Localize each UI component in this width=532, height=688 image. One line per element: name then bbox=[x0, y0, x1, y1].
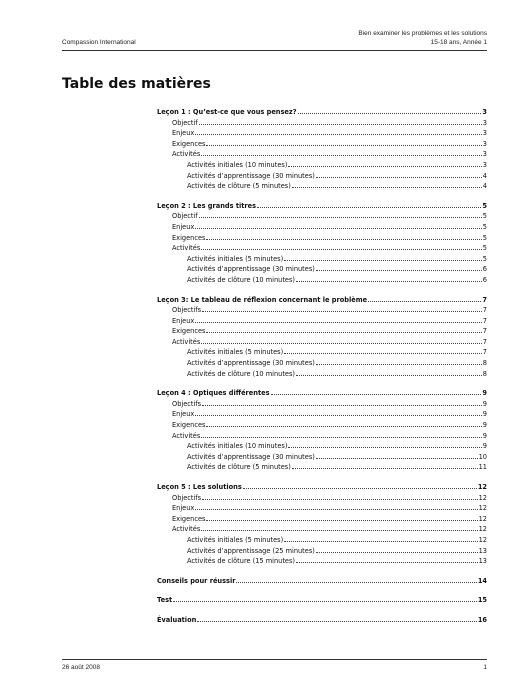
dot-leader bbox=[316, 263, 482, 271]
dot-leader bbox=[298, 106, 482, 114]
toc-entry-page: 12 bbox=[478, 493, 487, 502]
toc-entry-title: Activités d’apprentissage (25 minutes) bbox=[187, 546, 315, 555]
toc-entry-page: 9 bbox=[482, 389, 487, 398]
toc-entry-page: 4 bbox=[482, 171, 487, 180]
toc-subsubentry[interactable] bbox=[157, 368, 487, 379]
toc-entry-page: 7 bbox=[482, 327, 487, 336]
toc-entry-page: 13 bbox=[478, 546, 487, 555]
dot-leader bbox=[201, 242, 482, 250]
toc-entry-page: 3 bbox=[482, 150, 487, 159]
toc-entry-title: Activités d’apprentissage (30 minutes) bbox=[187, 265, 315, 274]
header-audience: 15-18 ans, Année 1 bbox=[430, 39, 487, 46]
dot-leader bbox=[243, 481, 477, 489]
toc-entry-title: Objectifs bbox=[172, 306, 202, 315]
dot-leader bbox=[201, 523, 477, 531]
toc-entry-page: 10 bbox=[478, 452, 487, 461]
toc-entry-title: Enjeux bbox=[172, 410, 195, 419]
toc-entry-title: Activités de clôture (5 minutes) bbox=[187, 463, 291, 472]
toc-entry-title: Objectif bbox=[172, 212, 198, 221]
toc-entry-page: 5 bbox=[482, 212, 487, 221]
toc-section-entry[interactable] bbox=[157, 575, 487, 586]
toc-entry-title: Activités initiales (5 minutes) bbox=[187, 348, 284, 357]
toc-entry-page: 5 bbox=[482, 254, 487, 263]
dot-leader bbox=[284, 253, 482, 261]
dot-leader bbox=[202, 492, 478, 500]
toc-subentry[interactable] bbox=[157, 138, 487, 149]
toc-subsubentry[interactable] bbox=[157, 274, 487, 285]
toc-entry-page: 5 bbox=[482, 201, 487, 210]
toc-subsubentry[interactable] bbox=[157, 461, 487, 472]
footer-date: 26 août 2008 bbox=[62, 664, 100, 671]
toc-entry-title: Objectifs bbox=[172, 399, 202, 408]
toc-subentry[interactable] bbox=[157, 523, 487, 534]
toc-entry-title: Test bbox=[157, 596, 173, 605]
dot-leader bbox=[202, 398, 482, 406]
toc-entry-title: Activités bbox=[172, 244, 201, 253]
toc-entry-page: 7 bbox=[482, 295, 487, 304]
toc-section-entry[interactable] bbox=[157, 387, 487, 398]
toc-entry-title: Activités bbox=[172, 150, 201, 159]
dot-leader bbox=[201, 336, 482, 344]
dot-leader bbox=[288, 159, 481, 167]
dot-leader bbox=[292, 461, 478, 469]
toc-entry-page: 9 bbox=[482, 431, 487, 440]
toc-entry-title: Leçon 4 : Optiques différentes bbox=[157, 389, 270, 398]
dot-leader bbox=[316, 451, 478, 459]
dot-leader bbox=[206, 419, 481, 427]
toc-subsubentry[interactable] bbox=[157, 545, 487, 556]
dot-leader bbox=[197, 614, 477, 622]
toc-subentry[interactable] bbox=[157, 513, 487, 524]
toc-entry-title: Objectif bbox=[172, 118, 198, 127]
toc-subsubentry[interactable] bbox=[157, 555, 487, 566]
toc-subentry[interactable] bbox=[157, 336, 487, 347]
toc-entry-title: Activités bbox=[172, 337, 201, 346]
dot-leader bbox=[292, 180, 482, 188]
toc-entry-title: Activités bbox=[172, 431, 201, 440]
toc-subsubentry[interactable] bbox=[157, 159, 487, 170]
toc-entry-page: 6 bbox=[482, 265, 487, 274]
toc-entry-title: Évaluation bbox=[157, 615, 197, 624]
dot-leader bbox=[316, 545, 478, 553]
toc-section bbox=[157, 614, 487, 625]
toc-entry-page: 9 bbox=[482, 399, 487, 408]
toc-entry-page: 12 bbox=[478, 525, 487, 534]
toc-section bbox=[157, 575, 487, 586]
toc-entry-page: 3 bbox=[482, 129, 487, 138]
dot-leader bbox=[316, 357, 482, 365]
footer-divider bbox=[62, 659, 487, 660]
toc-entry-title: Conseils pour réussir bbox=[157, 576, 236, 585]
toc-entry-page: 7 bbox=[482, 306, 487, 315]
toc-entry-title: Activités d’apprentissage (30 minutes) bbox=[187, 359, 315, 368]
dot-leader bbox=[195, 315, 481, 323]
toc-section bbox=[157, 294, 487, 379]
dot-leader bbox=[199, 210, 482, 218]
toc-entry-title: Activités de clôture (10 minutes) bbox=[187, 369, 295, 378]
toc-subentry[interactable] bbox=[157, 408, 487, 419]
toc-entry-page: 16 bbox=[477, 615, 487, 624]
table-of-contents bbox=[157, 106, 487, 634]
footer-page-number: 1 bbox=[483, 664, 487, 671]
toc-entry-page: 14 bbox=[477, 576, 487, 585]
toc-subentry[interactable] bbox=[157, 127, 487, 138]
toc-entry-page: 5 bbox=[482, 222, 487, 231]
toc-entry-title: Activités d’apprentissage (30 minutes) bbox=[187, 452, 315, 461]
toc-entry-page: 11 bbox=[478, 463, 487, 472]
toc-subentry[interactable] bbox=[157, 242, 487, 253]
toc-entry-title: Activités de clôture (10 minutes) bbox=[187, 275, 295, 284]
dot-leader bbox=[206, 513, 477, 521]
dot-leader bbox=[195, 502, 477, 510]
dot-leader bbox=[296, 555, 478, 563]
dot-leader bbox=[288, 440, 481, 448]
toc-entry-title: Leçon 2 : Les grands titres bbox=[157, 201, 257, 210]
toc-entry-title: Activités initiales (10 minutes) bbox=[187, 160, 288, 169]
toc-entry-page: 7 bbox=[482, 348, 487, 357]
toc-entry-title: Activités bbox=[172, 525, 201, 534]
toc-subentry[interactable] bbox=[157, 419, 487, 430]
toc-entry-page: 8 bbox=[482, 359, 487, 368]
dot-leader bbox=[236, 575, 476, 583]
toc-section bbox=[157, 387, 487, 472]
toc-subentry[interactable] bbox=[157, 430, 487, 441]
dot-leader bbox=[195, 221, 481, 229]
header-doc-title: Bien examiner les problèmes et les solutions bbox=[358, 30, 487, 37]
dot-leader bbox=[199, 117, 482, 125]
toc-entry-title: Leçon 1 : Qu’est-ce que vous pensez? bbox=[157, 108, 297, 116]
toc-subentry[interactable] bbox=[157, 221, 487, 232]
toc-entry-title: Activités initiales (5 minutes) bbox=[187, 254, 284, 263]
toc-entry-title: Leçon 5 : Les solutions bbox=[157, 483, 242, 491]
toc-section bbox=[157, 594, 487, 605]
toc-entry-title: Exigences bbox=[172, 421, 206, 430]
toc-subentry[interactable] bbox=[157, 325, 487, 336]
toc-entry-title: Enjeux bbox=[172, 222, 195, 231]
toc-entry-title: Activités de clôture (5 minutes) bbox=[187, 182, 291, 191]
toc-subentry[interactable] bbox=[157, 398, 487, 409]
toc-subsubentry[interactable] bbox=[157, 534, 487, 545]
toc-entry-page: 9 bbox=[482, 421, 487, 430]
header-divider bbox=[62, 50, 487, 51]
dot-leader bbox=[195, 408, 481, 416]
toc-subentry[interactable] bbox=[157, 502, 487, 513]
toc-subentry[interactable] bbox=[157, 210, 487, 221]
dot-leader bbox=[296, 368, 482, 376]
toc-entry-title: Activités initiales (5 minutes) bbox=[187, 535, 284, 544]
toc-section bbox=[157, 481, 487, 566]
toc-entry-page: 3 bbox=[482, 160, 487, 169]
dot-leader bbox=[257, 200, 481, 208]
toc-entry-page: 12 bbox=[478, 504, 487, 513]
toc-subsubentry[interactable] bbox=[157, 440, 487, 451]
toc-entry-page: 12 bbox=[478, 514, 487, 523]
toc-entry-page: 7 bbox=[482, 337, 487, 346]
toc-subentry[interactable] bbox=[157, 304, 487, 315]
dot-leader bbox=[173, 594, 477, 602]
toc-entry-page: 15 bbox=[477, 596, 487, 605]
toc-subentry[interactable] bbox=[157, 232, 487, 243]
toc-subsubentry[interactable] bbox=[157, 357, 487, 368]
dot-leader bbox=[202, 304, 482, 312]
dot-leader bbox=[201, 430, 482, 438]
toc-entry-title: Enjeux bbox=[172, 316, 195, 325]
toc-subentry[interactable] bbox=[157, 148, 487, 159]
dot-leader bbox=[296, 274, 482, 282]
toc-subsubentry[interactable] bbox=[157, 263, 487, 274]
toc-section bbox=[157, 200, 487, 285]
toc-entry-title: Objectifs bbox=[172, 493, 202, 502]
toc-subentry[interactable] bbox=[157, 315, 487, 326]
header-org: Compassion International bbox=[62, 39, 136, 46]
toc-title: Table des matières bbox=[62, 76, 211, 92]
toc-entry-page: 5 bbox=[482, 244, 487, 253]
toc-subsubentry[interactable] bbox=[157, 180, 487, 191]
toc-section bbox=[157, 106, 487, 191]
toc-entry-page: 4 bbox=[482, 182, 487, 191]
toc-entry-title: Activités de clôture (15 minutes) bbox=[187, 557, 295, 566]
toc-subentry[interactable] bbox=[157, 117, 487, 128]
toc-entry-page: 9 bbox=[482, 410, 487, 419]
dot-leader bbox=[201, 148, 482, 156]
toc-entry-page: 9 bbox=[482, 442, 487, 451]
toc-section-entry[interactable] bbox=[157, 594, 487, 605]
toc-section-entry[interactable] bbox=[157, 481, 487, 492]
dot-leader bbox=[206, 325, 481, 333]
toc-entry-page: 5 bbox=[482, 233, 487, 242]
toc-subentry[interactable] bbox=[157, 492, 487, 503]
toc-entry-page: 12 bbox=[477, 483, 487, 491]
toc-entry-page: 3 bbox=[482, 139, 487, 148]
toc-entry-page: 7 bbox=[482, 316, 487, 325]
toc-entry-page: 6 bbox=[482, 275, 487, 284]
dot-leader bbox=[316, 170, 482, 178]
dot-leader bbox=[368, 294, 481, 302]
toc-entry-title: Exigences bbox=[172, 233, 206, 242]
toc-entry-title: Activités d’apprentissage (30 minutes) bbox=[187, 171, 315, 180]
toc-subsubentry[interactable] bbox=[157, 253, 487, 264]
toc-section-entry[interactable] bbox=[157, 106, 487, 117]
toc-entry-page: 8 bbox=[482, 369, 487, 378]
toc-entry-page: 3 bbox=[482, 118, 487, 127]
toc-subsubentry[interactable] bbox=[157, 170, 487, 181]
toc-entry-page: 12 bbox=[478, 535, 487, 544]
header-doc-info bbox=[267, 29, 487, 47]
toc-subsubentry[interactable] bbox=[157, 451, 487, 462]
toc-section-entry[interactable] bbox=[157, 294, 487, 305]
toc-subsubentry[interactable] bbox=[157, 346, 487, 357]
toc-section-entry[interactable] bbox=[157, 614, 487, 625]
dot-leader bbox=[206, 232, 481, 240]
toc-entry-page: 3 bbox=[482, 108, 487, 116]
toc-entry-title: Exigences bbox=[172, 139, 206, 148]
dot-leader bbox=[206, 138, 481, 146]
toc-entry-page: 13 bbox=[478, 557, 487, 566]
toc-entry-title: Enjeux bbox=[172, 129, 195, 138]
dot-leader bbox=[284, 346, 482, 354]
toc-section-entry[interactable] bbox=[157, 200, 487, 211]
toc-entry-title: Activités initiales (10 minutes) bbox=[187, 442, 288, 451]
toc-entry-title: Enjeux bbox=[172, 504, 195, 513]
toc-entry-title: Exigences bbox=[172, 514, 206, 523]
dot-leader bbox=[271, 387, 482, 395]
toc-entry-title: Leçon 3: Le tableau de réflexion concernant le problème bbox=[157, 295, 368, 304]
toc-entry-title: Exigences bbox=[172, 327, 206, 336]
dot-leader bbox=[284, 534, 477, 542]
dot-leader bbox=[195, 127, 481, 135]
